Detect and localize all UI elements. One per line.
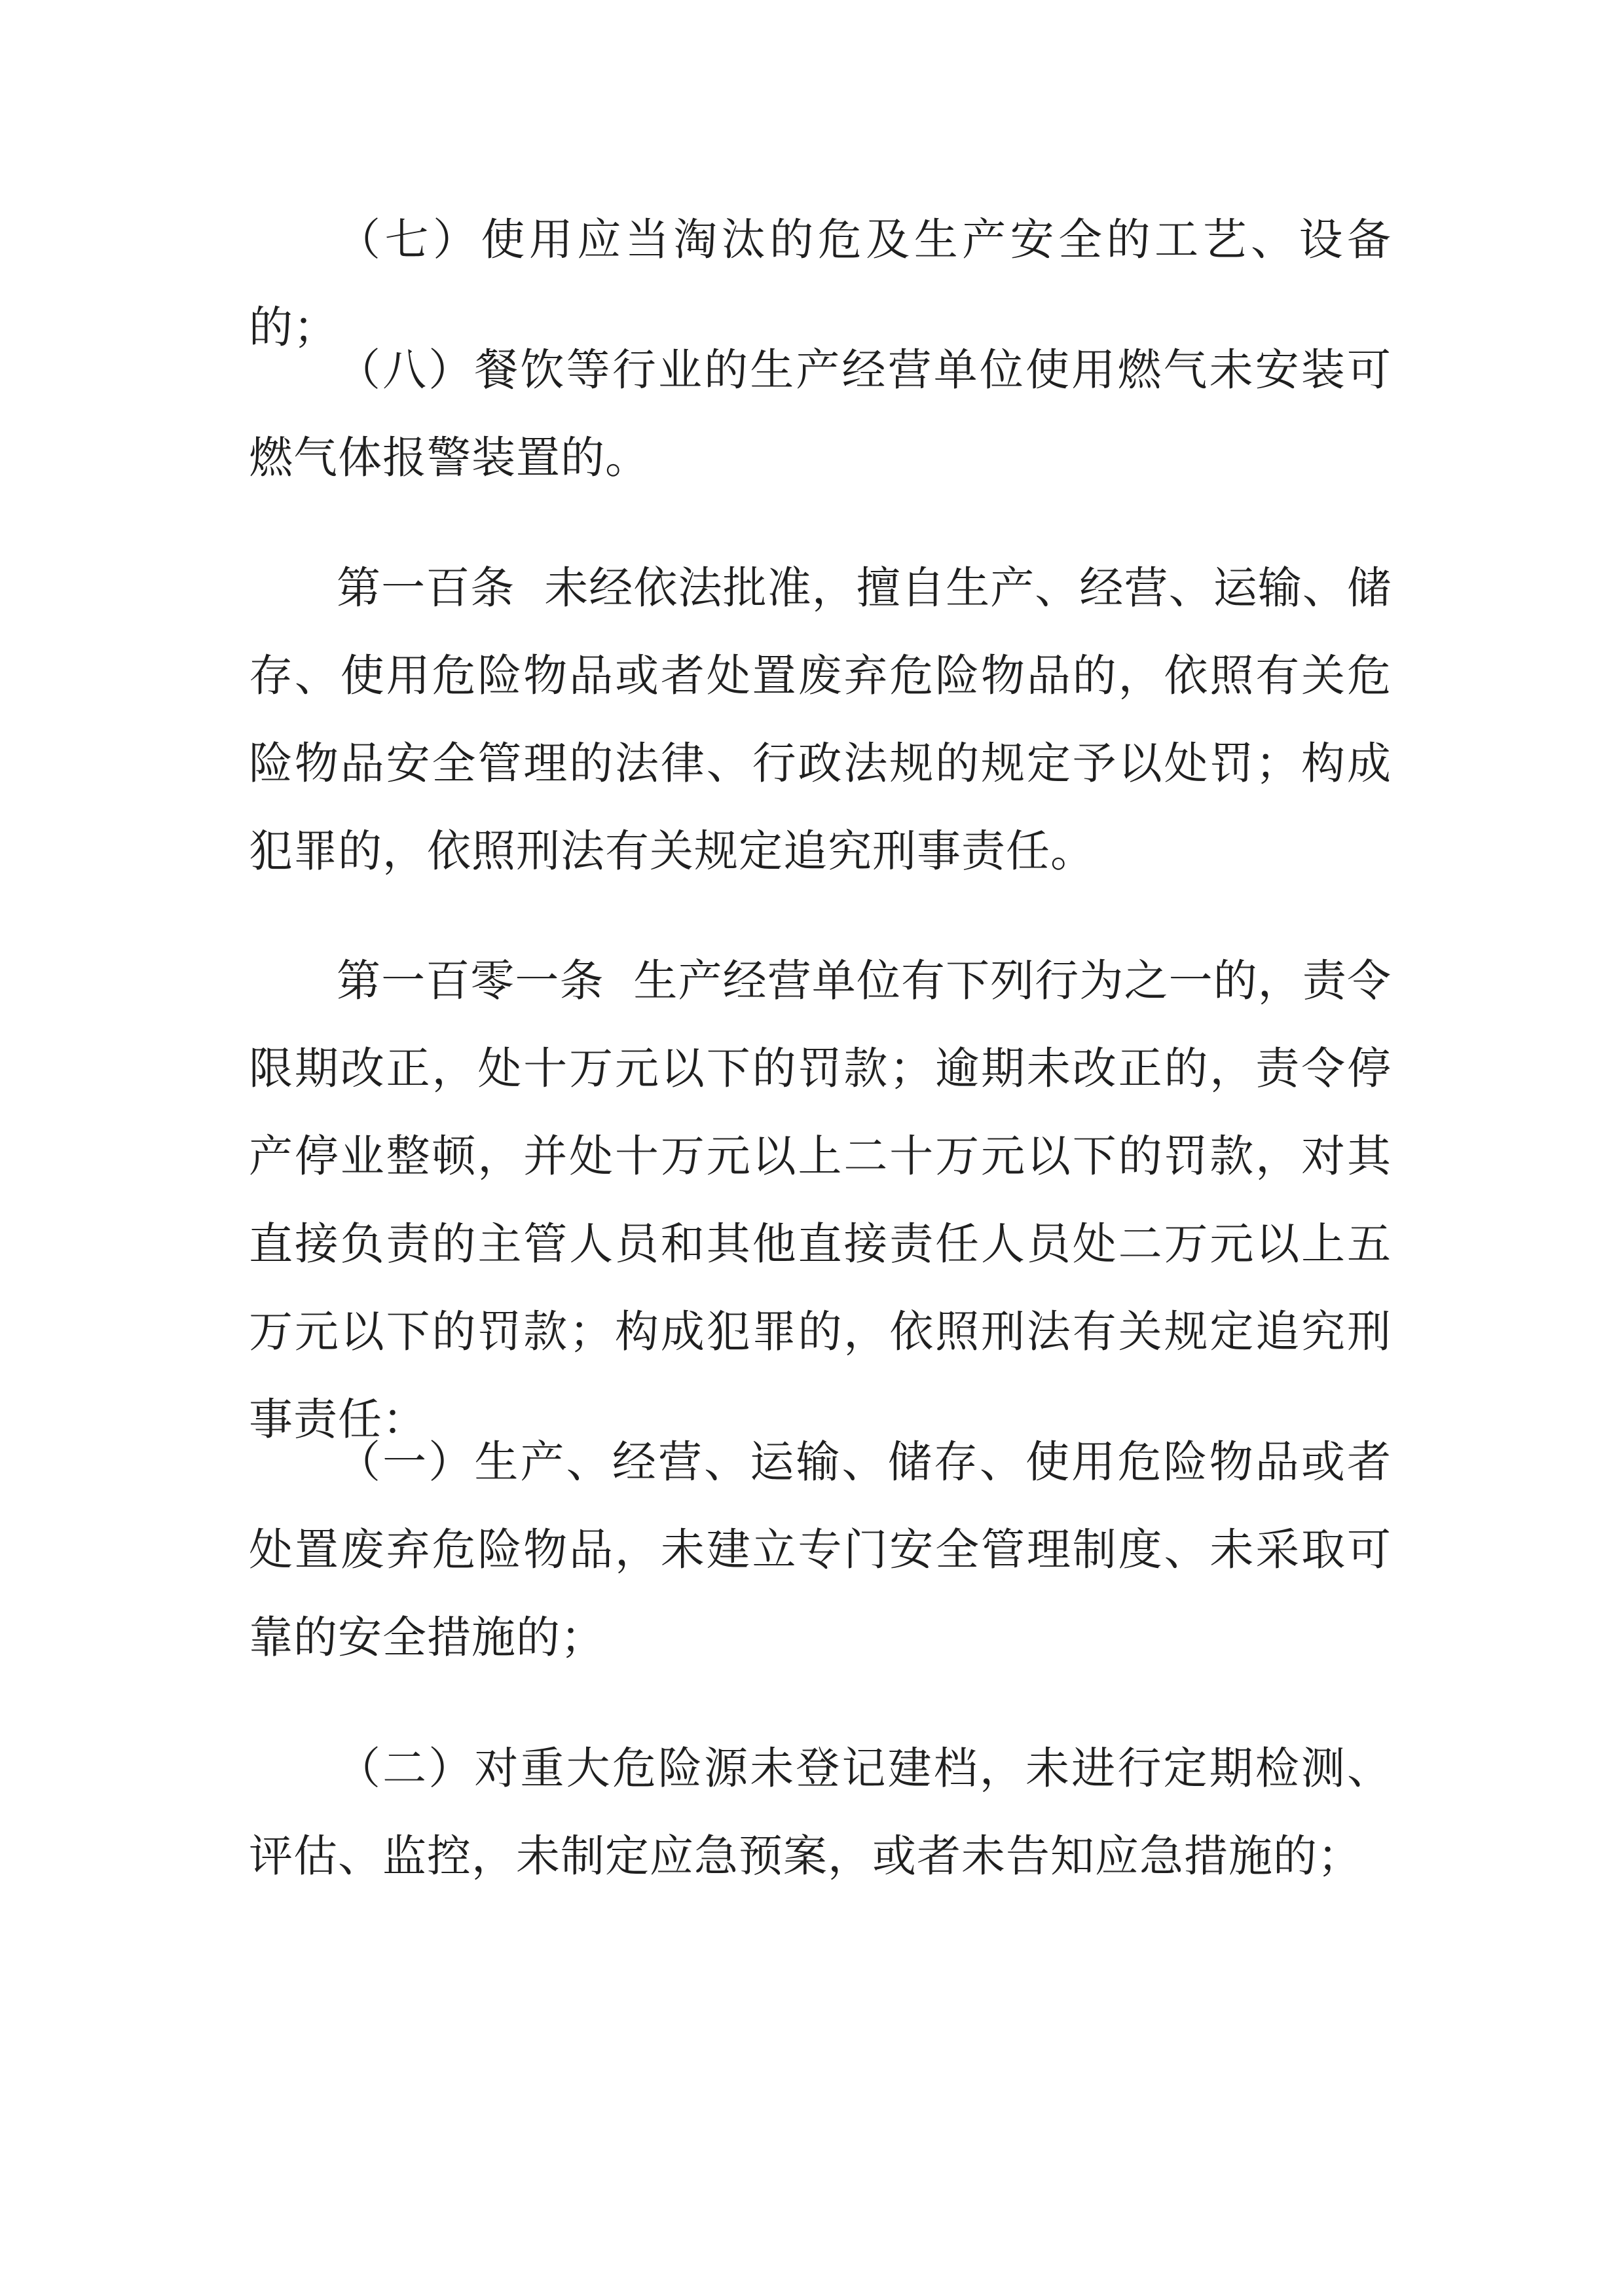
article-heading: 第一百条 bbox=[337, 562, 515, 613]
paragraph-article-101 bbox=[249, 937, 1392, 1463]
article-body: 未经依法批准，擅自生产、经营、运输、储存、使用危险物品或者处置废弃危险物品的，依照有关危险物品安全管理的法律、行政法规的规定予以处罚；构成犯罪的，依照刑法有关规定追究刑事责任。 bbox=[249, 562, 1392, 877]
article-spacer bbox=[604, 955, 634, 1006]
paragraph-item-7: （七）使用应当淘汰的危及生产安全的工艺、设备的； bbox=[249, 214, 1392, 353]
paragraph-item-1: （一）生产、经营、运输、储存、使用危险物品或者处置废弃危险物品，未建立专门安全管理制度、未采取可靠的安全措施的； bbox=[249, 1436, 1392, 1663]
paragraph-item-8: （八）餐饮等行业的生产经营单位使用燃气未安装可燃气体报警装置的。 bbox=[249, 344, 1392, 483]
article-spacer bbox=[515, 562, 544, 613]
article-heading: 第一百零一条 bbox=[337, 955, 604, 1006]
paragraph-item-2: （二）对重大危险源未登记建档，未进行定期检测、评估、监控，未制定应急预案，或者未告知应急措施的； bbox=[249, 1743, 1392, 1882]
article-body: 生产经营单位有下列行为之一的，责令限期改正，处十万元以下的罚款；逾期未改正的，责令停产停业整顿，并处十万元以上二十万元以下的罚款，对其直接负责的主管人员和其他直接责任人员处二万元以上五万元以下的罚款；构成犯罪的，依照刑法有关规定追究刑事责任： bbox=[249, 955, 1392, 1445]
paragraph-article-100 bbox=[249, 544, 1392, 895]
